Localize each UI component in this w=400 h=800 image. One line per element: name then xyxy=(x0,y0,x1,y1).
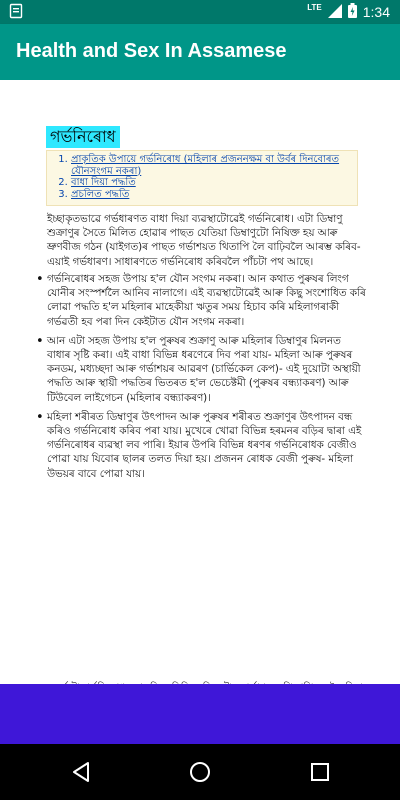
toc-item[interactable] xyxy=(71,189,357,201)
list-item: • গৰ্ভনিৰোধৰ সহজ উপায় হ'ল যৌন সংগম নকৰা। আন কথাত পুৰুষৰ লিংগ যোনীৰ সংস্পৰ্শলৈ আনিব নালাগে। এই ব্যৱস্থাটোৱেই আৰু কিছু সংশোধিত কৰি লোৱা পদ্ধতি হ'ল মহিলাৰ মাহেকীয়া ঋতুৰ সময় হিচাব কৰি মহিলাগৰাকী গৰ্ভৱতী হব পৰা দিন কেইটাত যৌন সংগম নকৰা। xyxy=(47,272,367,329)
recents-icon[interactable] xyxy=(308,760,332,784)
bottom-banner xyxy=(0,684,400,744)
signal-icon xyxy=(328,4,342,21)
toc-link[interactable]: বাধা দিয়া পদ্ধতি xyxy=(71,177,136,188)
clock: 1:34 xyxy=(362,4,390,20)
toc-item[interactable] xyxy=(71,154,357,177)
back-icon[interactable] xyxy=(70,760,94,784)
intro-paragraph: ইচ্ছাকৃতভাৱে গৰ্ভধাৰণত বাধা দিয়া ব্যৱস্থাটোৱেই গৰ্ভনিৰোধ। এটা ডিম্বাণু শুক্ৰাণুৰ সৈতে মিলিত হোৱাৰ পাছত যেতিয়া ডিম্বাণুটো নিষিক্ত হয় আৰু ভ্ৰুণবীজ গঠন (যাইগত)ৰ পাছত গৰ্ভাশয়ত থিতাপি লৈ বাঢ়িবলৈ আৰম্ভ কৰিব- এয়াই গৰ্ভধাৰণ। সাধাৰণতে গৰ্ভনিৰোধ কৰিবলৈ পাঁচটা পথ আছে। xyxy=(47,213,361,268)
app-bar xyxy=(0,24,400,80)
home-icon[interactable] xyxy=(188,760,212,784)
toc-item[interactable] xyxy=(71,177,357,189)
navigation-bar xyxy=(0,744,400,800)
network-type-label: LTE xyxy=(307,3,322,12)
method-list xyxy=(47,272,367,486)
notification-icon xyxy=(10,4,22,21)
article-webview[interactable] xyxy=(0,80,400,684)
app-title: Health and Sex In Assamese xyxy=(16,40,287,62)
status-bar xyxy=(0,0,400,24)
article-heading: গৰ্ভনিৰোধ xyxy=(46,126,120,148)
battery-icon xyxy=(348,3,357,21)
toc-link[interactable]: প্ৰচলিত পদ্ধতি xyxy=(71,188,130,200)
list-item: • মহিলা শৰীৰত ডিম্বাণুৰ উৎপাদন আৰু পুৰুষৰ শৰীৰত শুক্ৰাণুৰ উৎপাদন বন্ধ কৰিও গৰ্ভনিৰোধ কৰিব পৰা যায়। মুখেৰে খোৱা বিভিন্ন হৰমনৰ বড়িৰ দ্বাৰা এই গৰ্ভনিৰোধৰ ব্যৱস্থা লব পাৰি। ইয়াৰ উপৰি বিভিন্ন ধৰণৰ গৰ্ভনিৰোধক বেজীও পোৱা যায় যিবোৰ ছালৰ তলত দিয়া হয়। প্ৰজনন ৰোধক বেজী পুৰুষ- মহিলা উভয়ৰ বাবে পোৱা যায়। xyxy=(47,410,367,481)
toc-link[interactable]: প্ৰাকৃতিক উপায়ে গৰ্ভনিৰোধ (মহিলাৰ প্ৰজননক্ষম বা উৰ্বৰ দিনবোৰত যৌনসংগম নকৰা) xyxy=(71,154,340,177)
table-of-contents xyxy=(46,150,358,206)
list-item: • আন এটা সহজ উপায় হ'ল পুৰুষৰ শুক্ৰাণু আৰু মহিলাৰ ডিম্বাণুৰ মিলনত বাধাৰ সৃষ্টি কৰা। এই বাধা বিভিন্ন ধৰণেৰে দিব পৰা যায়- মহিলা আৰু পুৰুষৰ কনডম, মধ্যচ্ছদা আৰু গৰ্ভাশয়ৰ আৱৰণ (চাৰ্ভিকেল কেপ)- এই দুয়োটা অস্থায়ী পদ্ধতি আৰু স্থায়ী পদ্ধতিৰ ভিতৰত হ'ল ভেচেক্টমী (পুৰুষৰ বন্ধ্যাকৰণ) আৰু টিউবেল লাইগেচন (মহিলাৰ বন্ধ্যাকৰণ)। xyxy=(47,334,367,405)
